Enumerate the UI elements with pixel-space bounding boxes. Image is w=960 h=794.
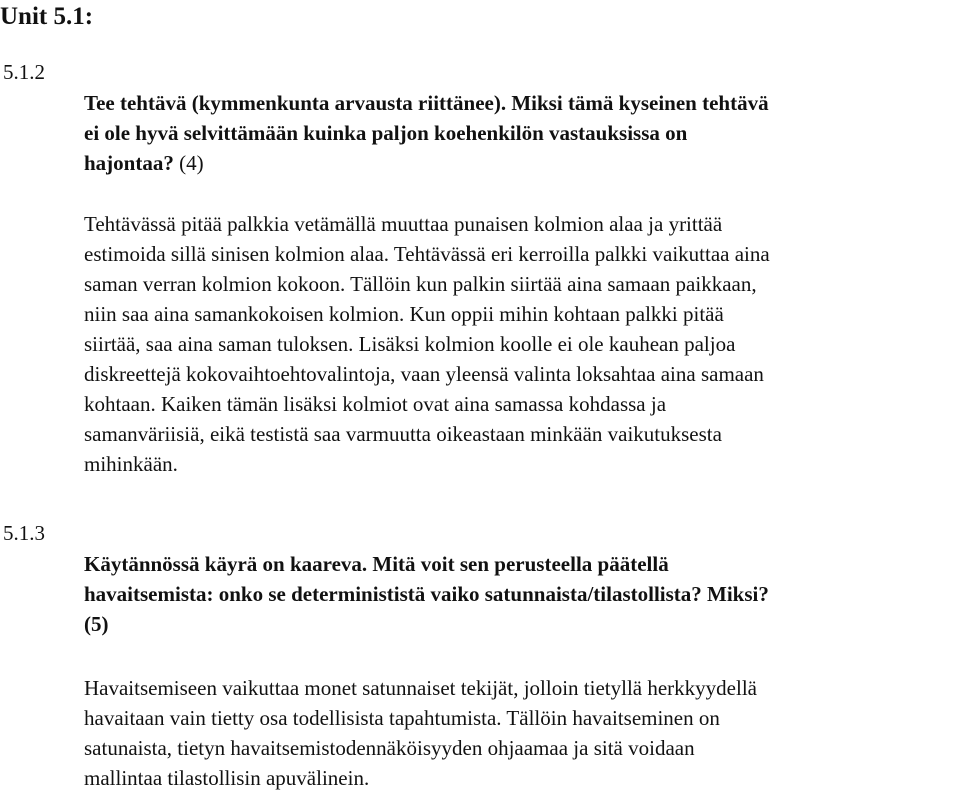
answer-line: havaitaan vain tietty osa todellisista tapahtumista. Tällöin havaitseminen on — [84, 706, 720, 730]
answer-line: estimoida sillä sinisen kolmion alaa. Tehtävässä eri kerroilla palkki vaikuttaa aina — [84, 242, 770, 266]
question-line-bold: hajontaa? — [84, 151, 174, 175]
section-number-5-1-2: 5.1.2 — [3, 60, 45, 84]
answer-line: saman verran kolmion kokoon. Tällöin kun palkin siirtää aina samaan paikkaan, — [84, 272, 757, 296]
answer-line: kohtaan. Kaiken tämän lisäksi kolmiot ovat aina samassa kohdassa ja — [84, 392, 667, 416]
answer-line: Havaitsemiseen vaikuttaa monet satunnaiset tekijät, jolloin tietyllä herkkyydellä — [84, 676, 757, 700]
section-number-5-1-3: 5.1.3 — [3, 521, 45, 545]
question-line: (5) — [84, 612, 109, 636]
answer-line: satunaista, tietyn havaitsemistodennäköisyyden ohjaamaa ja sitä voidaan — [84, 736, 695, 760]
answer-5-1-2 — [84, 209, 960, 479]
question-points: (4) — [179, 151, 204, 175]
answer-5-1-3 — [84, 673, 960, 793]
answer-line: samanväriisiä, eikä testistä saa varmuutta oikeastaan minkään vaikutuksesta — [84, 422, 722, 446]
question-line: Tee tehtävä (kymmenkunta arvausta riittänee). Miksi tämä kyseinen tehtävä — [84, 91, 769, 115]
answer-line: niin saa aina samankokoisen kolmion. Kun oppii mihin kohtaan palkki pitää — [84, 302, 724, 326]
answer-line: diskreettejä kokovaihtoehtovalintoja, vaan yleensä valinta loksahtaa aina samaan — [84, 362, 764, 386]
question-line: havaitsemista: onko se determinististä vaiko satunnaista/tilastollista? Miksi? — [84, 582, 769, 606]
question-5-1-2 — [84, 88, 960, 178]
answer-line: mihinkään. — [84, 452, 178, 476]
question-line: Käytännössä käyrä on kaareva. Mitä voit sen perusteella päätellä — [84, 552, 669, 576]
answer-line: siirtää, saa aina saman tuloksen. Lisäksi kolmion koolle ei ole kauhean paljoa — [84, 332, 736, 356]
unit-title: Unit 5.1: — [0, 3, 94, 30]
question-line: ei ole hyvä selvittämään kuinka paljon koehenkilön vastauksissa on — [84, 121, 688, 145]
question-5-1-3 — [84, 549, 960, 639]
answer-line: mallintaa tilastollisin apuvälinein. — [84, 766, 370, 790]
answer-line: Tehtävässä pitää palkkia vetämällä muuttaa punaisen kolmion alaa ja yrittää — [84, 212, 723, 236]
question-line — [84, 148, 960, 178]
